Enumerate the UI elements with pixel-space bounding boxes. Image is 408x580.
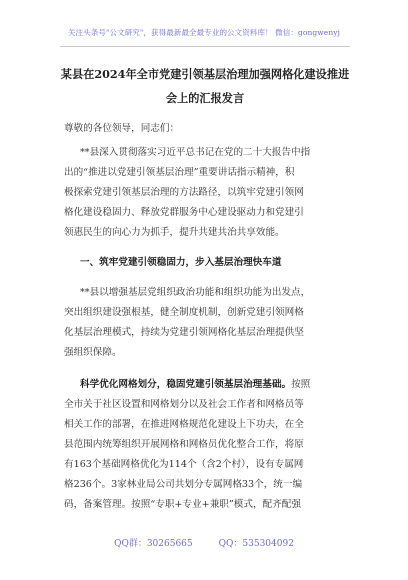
paragraph-line: 领惠民生的向心力为抓手，提升共建共治共享效能。 xyxy=(64,227,285,238)
paragraph-line: 化基层治理模式，持续为党建引领网格化基层治理提供坚 xyxy=(64,327,304,338)
paragraph-line: 格236个。3家林业局公司共划分专属网格33个，统一编 xyxy=(64,479,303,490)
salutation: 尊敬的各位领导，同志们： xyxy=(64,123,180,134)
document-title-line-1: 某县在2024年全市党建引领基层治理加强网格化建设推进 xyxy=(60,67,350,81)
page-footer xyxy=(0,536,408,549)
header-divider xyxy=(60,46,350,47)
page-header-banner: 关注头条号"公文研究"，获得最新最全最专业的公文资料库！ 微信：gongwenyj xyxy=(67,28,341,37)
paragraph-line: **县深入贯彻落实习近平总书记在党的二十大报告中指 xyxy=(80,147,311,158)
paragraph-line: 出的“推进以党建引领基层治理”重要讲话指示精神，积 xyxy=(64,167,295,178)
paragraph-line: 强组织保障。 xyxy=(64,347,122,358)
paragraph-line: 全市关于社区设置和网格划分以及社会工作者和网格员等 xyxy=(64,399,304,410)
paragraph-line: **县以增强基层党组织政治功能和组织功能为出发点， xyxy=(80,287,311,298)
paragraph-line: 相关工作的部署，在推进网格规范化建设上下功夫，在全 xyxy=(64,419,304,430)
paragraph-line: 有163个基础网格优化为114个（含2个村），设有专属网 xyxy=(64,459,304,470)
lead-tail: 按照 xyxy=(291,379,311,390)
paragraph-line: 码，备案管理。按照“专职+专业+兼职”模式，配齐配强 xyxy=(64,499,301,510)
footer-qq: QQ：535304092 xyxy=(218,539,294,549)
bold-lead-sentence: 科学优化网格划分，稳固党建引领基层治理基础。 xyxy=(80,379,292,390)
paragraph-line: 极探索党建引领基层治理的方法路径，以筑牢党建引领网 xyxy=(64,187,304,198)
paragraph-line: 突出组织建设强根基，健全制度机制，创新党建引领网格 xyxy=(64,307,304,318)
footer-qq-group: QQ群：30265665 xyxy=(114,539,193,549)
document-title-line-2: 会上的汇报发言 xyxy=(165,91,245,105)
paragraph-line: 县范围内统筹组织开展网格和网格员优化整合工作，将原 xyxy=(64,439,304,450)
paragraph-line: 格化建设稳固力、释放党群服务中心建设驱动力和党建引 xyxy=(64,207,304,218)
paragraph-lead-line xyxy=(80,376,310,390)
section-heading-1: 一、筑牢党建引领稳固力，步入基层治理快车道 xyxy=(80,257,282,268)
